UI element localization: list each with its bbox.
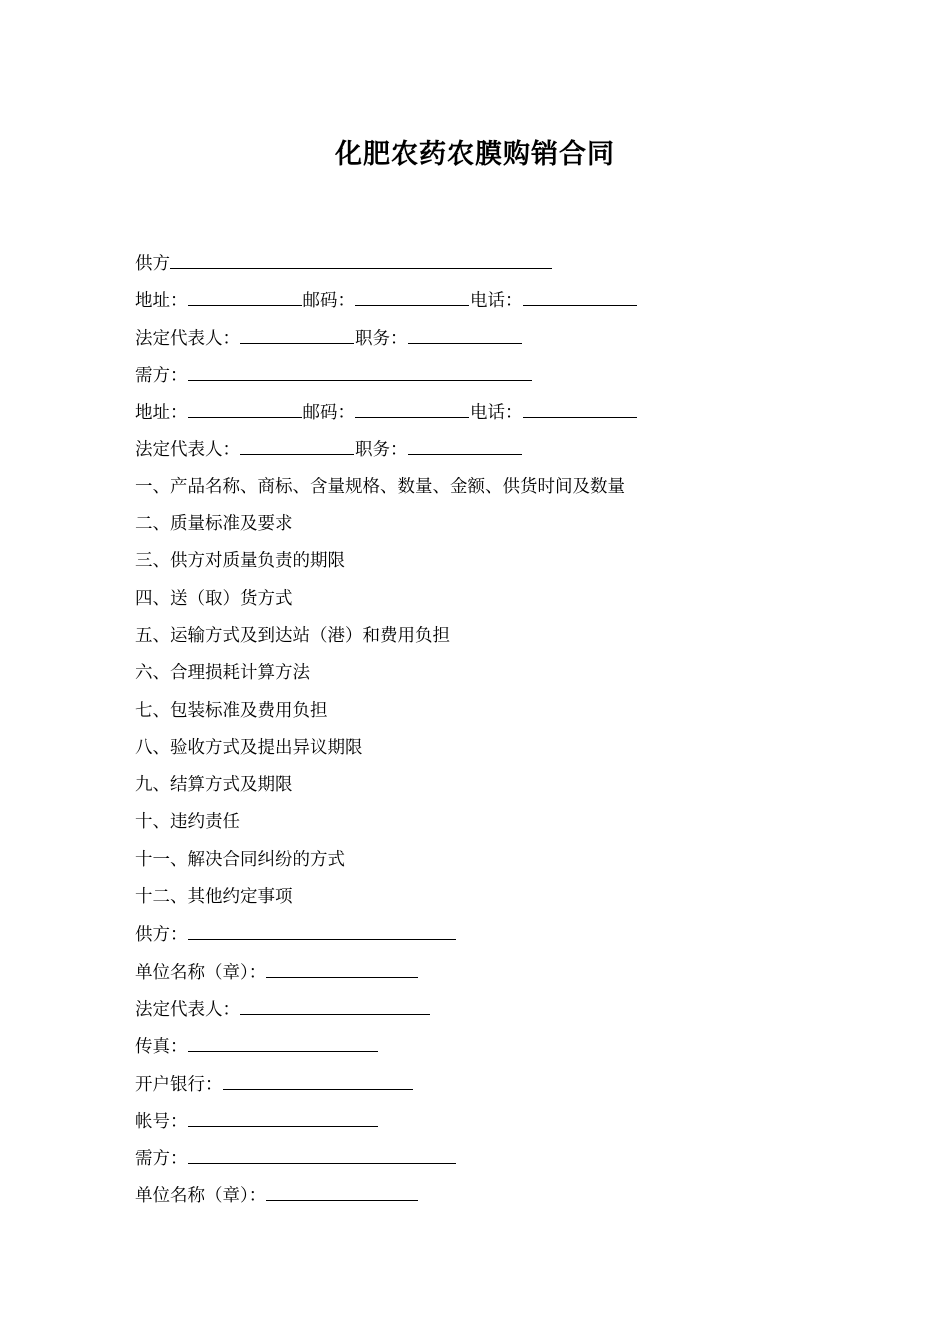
buyer-address-line	[135, 397, 835, 434]
unit-name-label: 单位名称（章）：	[135, 962, 267, 983]
sign-supplier-unit-line	[135, 957, 835, 994]
sign-supplier-bank-blank[interactable]	[223, 1069, 413, 1090]
supplier-legal-rep-blank[interactable]	[240, 323, 354, 344]
buyer-address-blank[interactable]	[188, 397, 302, 418]
unit-name-label: 单位名称（章）：	[135, 1186, 267, 1207]
clause-6: 六、合理损耗计算方法	[135, 663, 310, 684]
position-label: 职务：	[355, 328, 408, 349]
buyer-postcode-blank[interactable]	[355, 397, 469, 418]
legal-rep-label: 法定代表人：	[135, 440, 240, 461]
position-label: 职务：	[355, 440, 408, 461]
supplier-phone-blank[interactable]	[523, 285, 637, 306]
supplier-position-blank[interactable]	[408, 323, 522, 344]
sign-supplier-legal-rep-line	[135, 994, 835, 1031]
clause-9: 九、结算方式及期限	[135, 775, 293, 796]
clause-8: 八、验收方式及提出异议期限	[135, 737, 363, 758]
buyer-phone-blank[interactable]	[523, 397, 637, 418]
postcode-label: 邮码：	[302, 291, 355, 312]
sign-supplier-bank-line	[135, 1069, 835, 1106]
sign-supplier-account-blank[interactable]	[188, 1106, 378, 1127]
sign-buyer-line	[135, 1143, 835, 1180]
clause-4: 四、送（取）货方式	[135, 588, 293, 609]
legal-rep-label: 法定代表人：	[135, 999, 240, 1020]
clause-10: 十、违约责任	[135, 812, 240, 833]
sign-supplier-account-line	[135, 1106, 835, 1143]
clause-5: 五、运输方式及到达站（港）和费用负担	[135, 625, 450, 646]
buyer-label: 需方：	[135, 1149, 188, 1170]
clause-3: 三、供方对质量负责的期限	[135, 551, 345, 572]
address-label: 地址：	[135, 291, 188, 312]
supplier-address-blank[interactable]	[188, 285, 302, 306]
supplier-legal-rep-line	[135, 323, 835, 360]
supplier-label: 供方：	[135, 925, 188, 946]
supplier-postcode-blank[interactable]	[355, 285, 469, 306]
sign-supplier-fax-line	[135, 1031, 835, 1068]
clause-2: 二、质量标准及要求	[135, 514, 293, 535]
sign-supplier-legal-rep-blank[interactable]	[240, 994, 430, 1015]
buyer-label: 需方：	[135, 365, 188, 386]
account-label: 帐号：	[135, 1111, 188, 1132]
buyer-legal-rep-line	[135, 434, 835, 471]
buyer-legal-rep-blank[interactable]	[240, 434, 354, 455]
clause-7: 七、包装标准及费用负担	[135, 700, 328, 721]
document-title: 化肥农药农膜购销合同	[335, 139, 615, 170]
contract-body	[135, 248, 835, 1218]
buyer-line	[135, 360, 835, 397]
legal-rep-label: 法定代表人：	[135, 328, 240, 349]
phone-label: 电话：	[470, 403, 523, 424]
phone-label: 电话：	[470, 291, 523, 312]
buyer-blank[interactable]	[188, 360, 532, 381]
clause-1: 一、产品名称、商标、含量规格、数量、金额、供货时间及数量	[135, 476, 625, 497]
sign-supplier-line	[135, 919, 835, 956]
clause-11: 十一、解决合同纠纷的方式	[135, 849, 345, 870]
bank-label: 开户银行：	[135, 1074, 223, 1095]
sign-buyer-unit-blank[interactable]	[266, 1180, 418, 1201]
clause-12: 十二、其他约定事项	[135, 887, 293, 908]
supplier-label: 供方	[135, 254, 170, 274]
supplier-line	[135, 248, 835, 285]
sign-buyer-blank[interactable]	[188, 1143, 456, 1164]
sign-supplier-fax-blank[interactable]	[188, 1031, 378, 1052]
sign-supplier-blank[interactable]	[188, 919, 456, 940]
supplier-address-line	[135, 285, 835, 322]
sign-buyer-unit-line	[135, 1180, 835, 1217]
sign-supplier-unit-blank[interactable]	[266, 957, 418, 978]
postcode-label: 邮码：	[302, 403, 355, 424]
supplier-blank[interactable]	[170, 248, 552, 269]
buyer-position-blank[interactable]	[408, 434, 522, 455]
address-label: 地址：	[135, 403, 188, 424]
fax-label: 传真：	[135, 1037, 188, 1058]
